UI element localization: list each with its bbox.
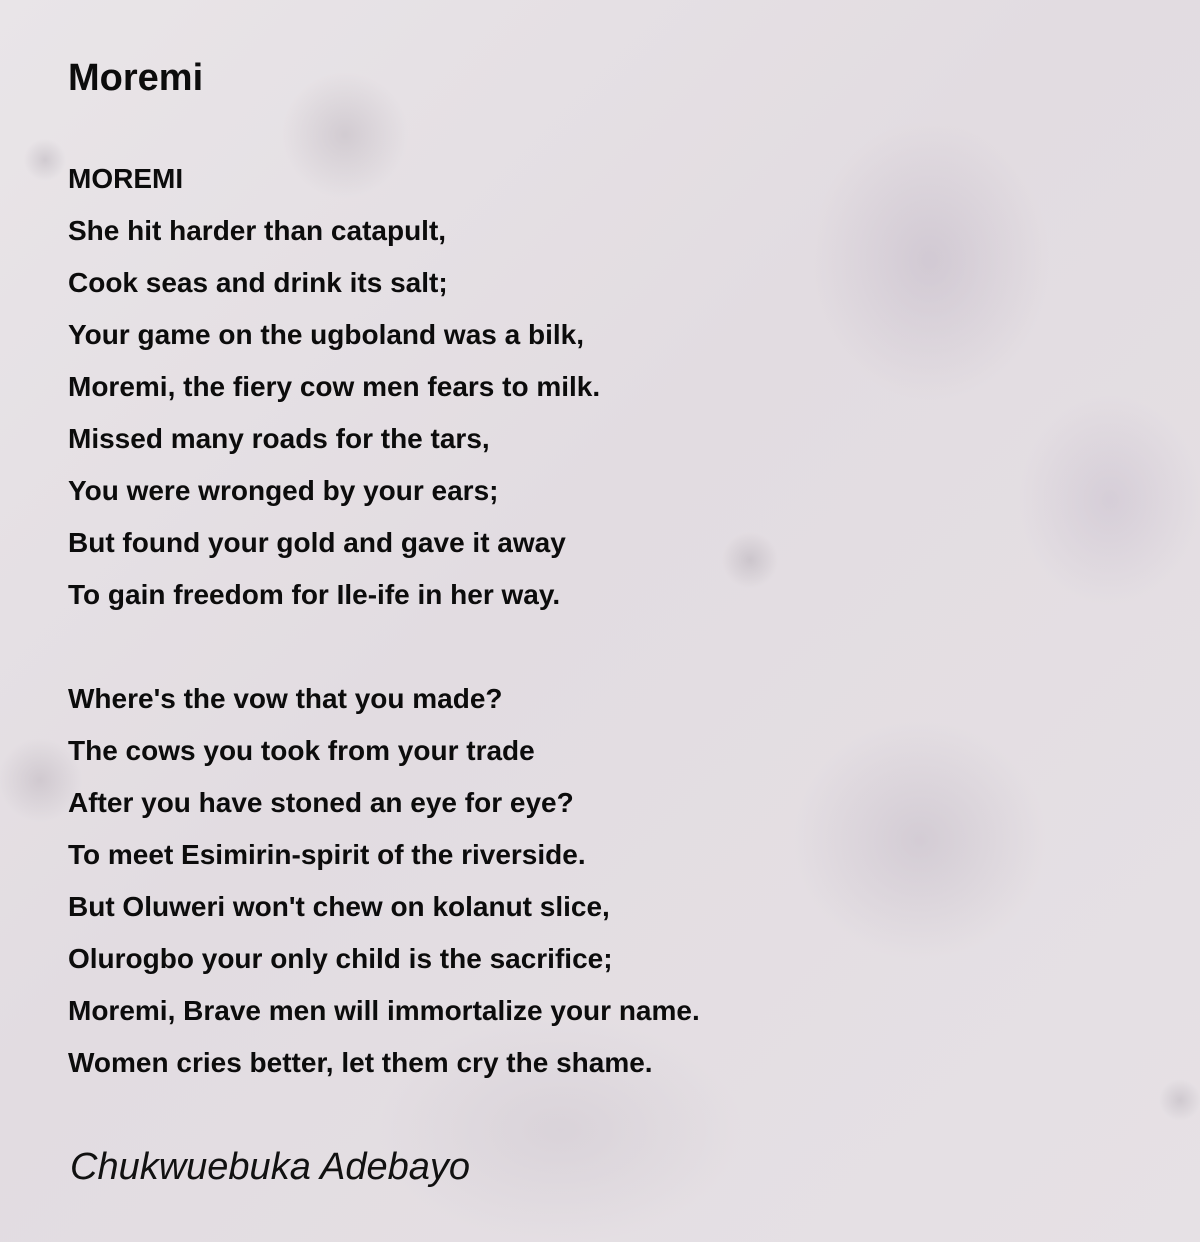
poem-line: But Oluweri won't chew on kolanut slice, bbox=[68, 891, 610, 922]
poem-line: You were wronged by your ears; bbox=[68, 475, 499, 506]
poem-line: The cows you took from your trade bbox=[68, 735, 535, 766]
poem-line: Your game on the ugboland was a bilk, bbox=[68, 319, 584, 350]
poem-line: Olurogbo your only child is the sacrifice; bbox=[68, 943, 613, 974]
poem-body bbox=[68, 153, 700, 1089]
poem-line: Women cries better, let them cry the shame. bbox=[68, 1047, 653, 1078]
poem-line: She hit harder than catapult, bbox=[68, 215, 447, 246]
poem-line: But found your gold and gave it away bbox=[68, 527, 566, 558]
stanza-1 bbox=[68, 153, 700, 621]
poem-title: Moremi bbox=[68, 57, 204, 99]
stanza-2 bbox=[68, 673, 700, 1089]
poem-line: To gain freedom for Ile-ife in her way. bbox=[68, 579, 561, 610]
poem-line: To meet Esimirin-spirit of the riverside. bbox=[68, 839, 586, 870]
poem-line: Missed many roads for the tars, bbox=[68, 423, 490, 454]
poem-line: Where's the vow that you made? bbox=[68, 683, 503, 714]
poem-line: Cook seas and drink its salt; bbox=[68, 267, 448, 298]
poem-line: After you have stoned an eye for eye? bbox=[68, 787, 574, 818]
poem-line: Moremi, Brave men will immortalize your name. bbox=[68, 995, 700, 1026]
poem-author: Chukwuebuka Adebayo bbox=[70, 1146, 470, 1188]
poem-line: MOREMI bbox=[68, 163, 184, 194]
poem-line: Moremi, the fiery cow men fears to milk. bbox=[68, 371, 601, 402]
